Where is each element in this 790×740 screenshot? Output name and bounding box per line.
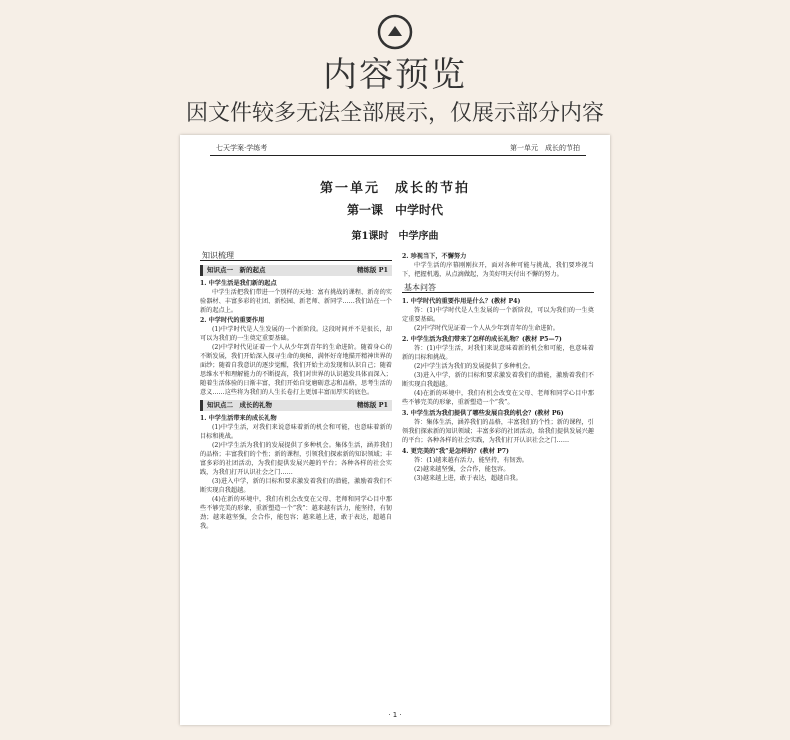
k1-paragraph-3: (2)中学时代见证着一个人从少年到青年的生命进阶。随着身心的不断发展，我们开始深入探寻生命的奥秘，满怀好奇地描开精神世界的面纱；随着自我意识的逐步觉醒，我们开始主动发现和认识自己；随着思维水平和理解能力的不断提高，我们对世界的认识越发具体而深入；随着生活体验的日渐丰富，我们开始自觉磨砺意志和品格，思考生活的意义……这些将为我们的人生长卷打上更加丰富而厚实的底色。 [200,344,392,396]
page-subtitle: 因文件较多无法全部展示，仅展示部分内容 [185,101,604,126]
answer-1-1: 答：(1)中学时代是人生发展的一个新阶段，可以为我们的一生奠定重要基础。 [402,307,594,323]
answer-3: 答：集体生活，涵养我们的品格，丰富我们的个性；新的课程，引领我们探索新的知识领域；丰富多彩的社团活动，给我们提供发展兴趣的平台；各种各样的社会实践，为我们打开认识社会之门…… [402,419,594,444]
k2-paragraph-3: (3)进入中学，新的目标和要求激发着我们的潜能，激励着我们不断实现自我超越。 [200,478,392,494]
question-1: 1. 中学时代的重要作用是什么？(教材 P4) [402,298,521,305]
knowledge-point-2-title: 知识点二 成长的礼物 [207,401,272,409]
answer-4-3: (3)越来越上进，敢于表达，超越自我。 [414,475,522,482]
question-2: 2. 中学生活为我们带来了怎样的成长礼物？(教材 P5—7) [402,336,562,343]
answer-2-1: 答：(1)中学生活，对我们来说意味着新的机会和可能，也意味着新的目标和挑战。 [402,345,594,361]
answer-2-2: (2)中学生活为我们的发展提供了多种机会。 [414,363,535,370]
answer-4-1: 答：(1)越来越有活力，能坚持，有韧劲。 [414,457,528,464]
k1-heading-1: 1. 中学生活是我们新的起点 [200,280,277,287]
page-number: · 1 · [388,711,402,719]
k2-heading-2: 2. 珍视当下，不懈努力 [402,253,467,260]
question-4: 4. 更完美的“我”是怎样的？(教材 P7) [402,448,509,455]
k1-heading-2: 2. 中学时代的重要作用 [200,317,265,324]
section-heading-qa: 基本问答 [402,283,594,293]
running-header-right: 第一单元 成长的节拍 [510,144,580,152]
knowledge-point-2-bar [200,400,392,411]
document-page [180,135,610,725]
knowledge-point-1-ref: 精练版 P1 [356,266,388,274]
answer-2-4: (4)在新的环境中，我们有机会改变在父母、老师和同学心目中那些不够完美的形象，重新塑造一个“我”。 [402,390,594,406]
lesson-title: 第一课 中学时代 [346,203,443,217]
knowledge-point-1-title: 知识点一 新的起点 [207,266,266,274]
answer-1-2: (2)中学时代见证着一个人从少年到青年的生命进阶。 [414,325,559,332]
knowledge-point-1-bar [200,265,392,276]
answer-2-3: (3)进入中学，新的目标和要求激发着我们的潜能，激励着我们不断实现自我超越。 [402,372,594,388]
running-header-left: 七天学案·学练考 [216,144,268,152]
k2-paragraph-intro: 中学生活的序幕刚刚拉开，面对各种可能与挑战，我们要珍视当下，把握机遇，从点滴做起，为美好明天付出不懈的努力。 [402,262,594,278]
running-header [180,141,610,155]
chevron-up-circle-icon [377,14,413,50]
k2-heading-1: 1. 中学生活带来的成长礼物 [200,415,277,422]
section-heading-knowledge: 知识梳理 [200,251,392,261]
answer-4-2: (2)越来越坚强，会合作，能包容。 [414,466,510,473]
question-3: 3. 中学生活为我们提供了哪些发展自我的机会？(教材 P6) [402,410,564,417]
left-column [200,251,392,531]
right-column [402,251,594,483]
page-title: 内容预览 [323,55,467,95]
unit-title: 第一单元 成长的节拍 [319,181,470,196]
k2-paragraph-4: (4)在新的环境中，我们有机会改变在父母、老师和同学心目中那些不够完美的形象，重新塑造一个“我”：越来越有活力，能坚持，有韧劲；越来越坚强，会合作，能包容；越来越上进，敢于表达，超越自我。 [200,496,392,530]
k2-paragraph-1: (1)中学生活，对我们来说意味着新的机会和可能，也意味着新的目标和挑战。 [200,424,392,440]
k2-paragraph-2: (2)中学生活为我们的发展提供了多种机会。集体生活，涵养我们的品格；丰富我们的个性；新的课程，引领我们探索新的知识领域；丰富多彩的社团活动，为我们提供发展兴趣的平台；各种各样的社会实践，为我们打开认识社会之门…… [200,442,392,476]
knowledge-point-2-ref: 精练版 P1 [356,401,388,409]
header-rule [210,155,586,156]
k1-paragraph-2: (1)中学时代是人生发展的一个新阶段。这段时间并不是很长，却可以为我们的一生奠定重要基础。 [200,326,392,342]
k1-paragraph-1: 中学生活把我们带进一个别样的天地：富有挑战的课程、新奇的实验器材、丰富多彩的社团、新校园、新老师、新同学……我们站在一个新的起点上。 [200,289,392,314]
period-title: 第1课时 中学序曲 [351,231,439,242]
